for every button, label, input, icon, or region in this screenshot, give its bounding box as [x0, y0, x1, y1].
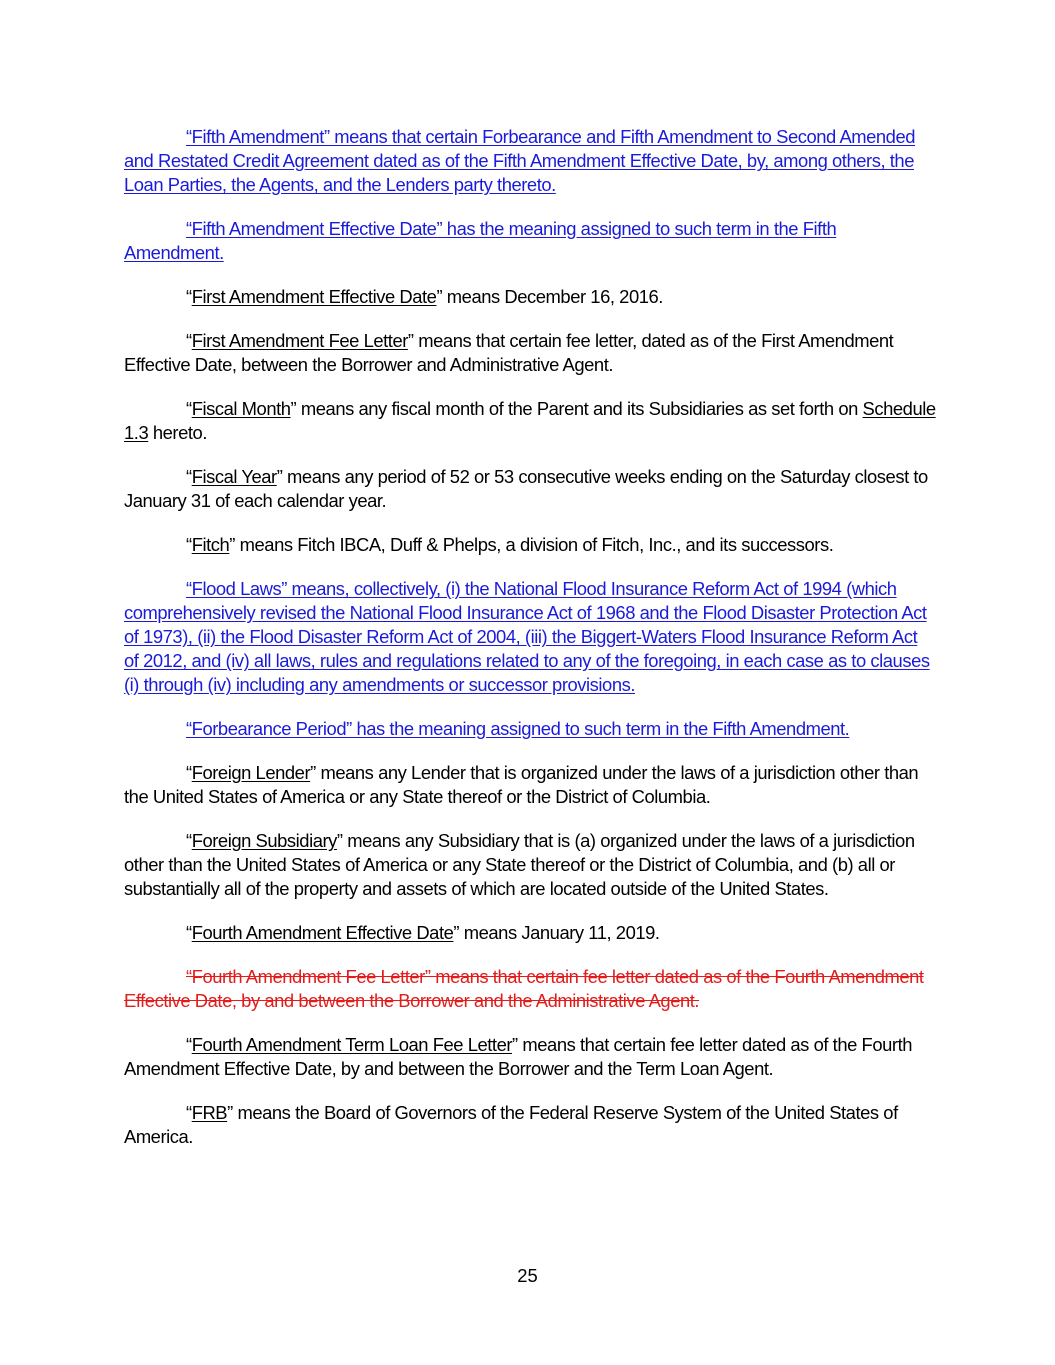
definition-body: means any fiscal month of the Parent and its Subsidiaries as set forth on	[296, 398, 863, 419]
definition-fourth-amendment-fee-letter-deleted: “Fourth Amendment Fee Letter” means that certain fee letter dated as of the Fourth Amendment Effective Date, by and between the Borrower and the Administrative Agent.	[124, 966, 924, 1011]
definition-body: means any Subsidiary that is (a) organized under the laws of a jurisdiction other than the United States of America or any State thereof or the District of Columbia, and (b) all or substantially all of the property and assets of which are located outside of the United States.	[124, 830, 915, 899]
definition-body: means Fitch IBCA, Duff & Phelps, a division of Fitch, Inc., and its successors.	[234, 534, 834, 555]
definition-foreign-lender: “Foreign Lender” means any Lender that is organized under the laws of a jurisdiction other than the United States of America or any State thereof or the District of Columbia.	[124, 762, 919, 807]
defined-term: First Amendment Fee Letter	[191, 330, 408, 351]
definition-body: means that certain fee letter, dated as of the First Amendment Effective Date, between the Borrower and Administrative Agent.	[124, 330, 894, 375]
page-number: 25	[517, 1265, 538, 1286]
defined-term: Foreign Lender	[191, 762, 311, 783]
definition-fifth-amendment-effective-date: “Fifth Amendment Effective Date” has the meaning assigned to such term in the Fifth Amendment.	[124, 218, 837, 263]
defined-term: Fiscal Month	[191, 398, 291, 419]
definition-forbearance-period: “Forbearance Period” has the meaning assigned to such term in the Fifth Amendment.	[186, 718, 850, 739]
definition-body: means January 11, 2019.	[459, 922, 660, 943]
definition-body: means any period of 52 or 53 consecutive weeks ending on the Saturday closest to January 31 of each calendar year.	[124, 466, 928, 511]
definition-body: means December 16, 2016.	[442, 286, 663, 307]
definition-body: means that certain fee letter dated as of the Fourth Amendment Effective Date, by and between the Borrower and the Term Loan Agent.	[124, 1034, 913, 1079]
definition-tail: hereto.	[148, 422, 207, 443]
defined-term: Foreign Subsidiary	[191, 830, 337, 851]
definition-body: means the Board of Governors of the Federal Reserve System of the United States of America.	[124, 1102, 898, 1147]
definition-fitch: “Fitch” means Fitch IBCA, Duff & Phelps, a division of Fitch, Inc., and its successors.	[186, 534, 834, 555]
schedule-reference: Schedule 1.3	[124, 398, 936, 443]
definition-fourth-amendment-term-loan-fee-letter: “Fourth Amendment Term Loan Fee Letter” means that certain fee letter dated as of the Fourth Amendment Effective Date, by and between the Borrower and the Term Loan Agent.	[124, 1034, 913, 1079]
definition-body: means any Lender that is organized under the laws of a jurisdiction other than the United States of America or any State thereof or the District of Columbia.	[124, 762, 919, 807]
defined-term: Fourth Amendment Term Loan Fee Letter	[191, 1034, 513, 1055]
definition-fiscal-month: “Fiscal Month” means any fiscal month of the Parent and its Subsidiaries as set forth on Schedule 1.3 hereto.	[124, 398, 936, 443]
definition-first-amendment-effective-date: “First Amendment Effective Date” means December 16, 2016.	[186, 286, 663, 307]
defined-term: Fitch	[191, 534, 230, 555]
definitions-section	[124, 125, 936, 1169]
definition-fifth-amendment: “Fifth Amendment” means that certain Forbearance and Fifth Amendment to Second Amended and Restated Credit Agreement dated as of the Fifth Amendment Effective Date, by, among others, the Loan Parties, the Agents, and the Lenders party thereto.	[124, 126, 916, 195]
definition-foreign-subsidiary: “Foreign Subsidiary” means any Subsidiary that is (a) organized under the laws of a jurisdiction other than the United States of America or any State thereof or the District of Columbia, and (b) all or substantially all of the property and assets of which are located outside of the United States.	[124, 830, 915, 899]
definition-first-amendment-fee-letter: “First Amendment Fee Letter” means that certain fee letter, dated as of the First Amendment Effective Date, between the Borrower and Administrative Agent.	[124, 330, 894, 375]
definition-fiscal-year: “Fiscal Year” means any period of 52 or 53 consecutive weeks ending on the Saturday closest to January 31 of each calendar year.	[124, 466, 928, 511]
defined-term: Fiscal Year	[191, 466, 277, 487]
definition-flood-laws: “Flood Laws” means, collectively, (i) the National Flood Insurance Reform Act of 1994 (which comprehensively revised the National Flood Insurance Act of 1968 and the Flood Disaster Protection Act of 1973), (ii) the Flood Disaster Reform Act of 2004, (iii) the Biggert-Waters Flood Insurance Reform Act of 2012, and (iv) all laws, rules and regulations related to any of the foregoing, in each case as to clauses (i) through (iv) including any amendments or successor provisions.	[124, 578, 930, 695]
defined-term: Fourth Amendment Effective Date	[191, 922, 454, 943]
definition-fourth-amendment-effective-date: “Fourth Amendment Effective Date” means January 11, 2019.	[186, 922, 660, 943]
defined-term: FRB	[191, 1102, 228, 1123]
defined-term: First Amendment Effective Date	[191, 286, 437, 307]
definition-frb: “FRB” means the Board of Governors of the Federal Reserve System of the United States of America.	[124, 1102, 898, 1147]
